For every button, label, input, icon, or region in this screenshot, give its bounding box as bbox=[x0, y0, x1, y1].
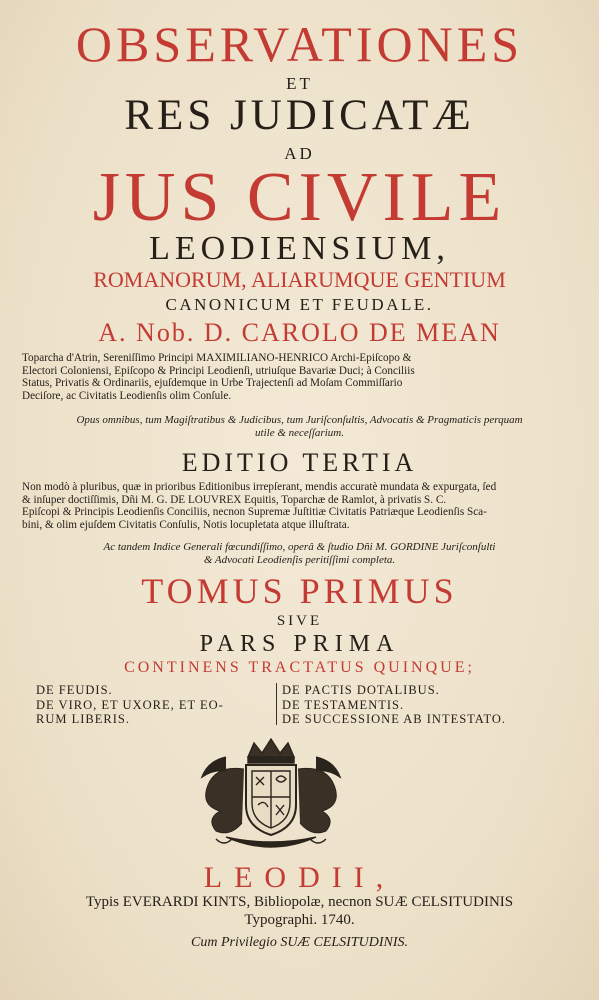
index-line-2: & Advocati Leodienſis peritiſſimi completa. bbox=[203, 554, 396, 566]
edition-line: & inſuper doctiſſimis, Dñi M. G. DE LOUVREX Equitis, Toparchæ de Ramlot, à privatis S. C. bbox=[22, 493, 447, 506]
imprint-privilege: Cum Privilegio SUÆ CELSITUDINIS. bbox=[191, 935, 408, 950]
author-titles-line: Status, Privatis & Ordinariis, ejuſdemque in Urbe Trajectenſi ad Moſam Commiſſario bbox=[22, 377, 403, 390]
tomus-primus: TOMUS PRIMUS bbox=[141, 571, 458, 611]
editio-tertia: EDITIO TERTIA bbox=[181, 448, 418, 477]
tractatus-item: DE SUCCESSIONE AB INTESTATO. bbox=[282, 712, 507, 726]
title-jus-civile: JUS CIVILE bbox=[92, 159, 507, 236]
tractatus-item: DE PACTIS DOTALIBUS. bbox=[282, 683, 440, 697]
tractatus-left-column bbox=[36, 683, 224, 727]
sive: SIVE bbox=[276, 613, 323, 629]
tractatus-item: DE TESTAMENTIS. bbox=[282, 697, 405, 712]
author-titles-line: Deciſore, ac Civitatis Leodienſis olim Conſule. bbox=[22, 389, 232, 402]
imprint-printer-2: Typographi. 1740. bbox=[244, 912, 355, 928]
tractatus-item: DE FEUDIS. bbox=[36, 683, 113, 697]
author-titles bbox=[22, 352, 582, 402]
author-titles-line: Toparcha d'Atrin, Sereniſſimo Principi MAXIMILIANO-HENRICO Archi-Epiſcopo & bbox=[22, 352, 412, 364]
title-leodiensium: LEODIENSIUM, bbox=[149, 230, 450, 267]
opus-line-1: Opus omnibus, tum Magiſtratibus & Judicibus, tum Juriſconſultis, Advocatis & Pragmaticis perquam bbox=[76, 414, 523, 426]
author-name: A. Nob. D. CAROLO DE MEAN bbox=[98, 318, 501, 347]
title-romanorum: ROMANORUM, ALIARUMQUE GENTIUM bbox=[93, 267, 506, 292]
author-titles-line: Electori Coloniensi, Epiſcopo & Principi Leodienſi, utriuſque Bavariæ Duci; à Conciliis bbox=[22, 364, 415, 377]
edition-paragraph bbox=[22, 481, 582, 531]
title-et: ET bbox=[286, 74, 313, 93]
coat-of-arms-vignette-icon bbox=[186, 735, 356, 855]
tractatus-item: DE VIRO, ET UXORE, ET EO- bbox=[36, 697, 224, 712]
tractatus-item: RUM LIBERIS. bbox=[36, 712, 130, 726]
edition-line: Non modò à pluribus, quæ in prioribus Editionibus irrepſerant, mendis accuratè mundata & expurgata, ſed bbox=[22, 481, 497, 493]
tractatus-right-column bbox=[282, 683, 506, 727]
imprint-city: LEODII, bbox=[203, 861, 396, 894]
index-line-1: Ac tandem Indice Generali fœcundiſſimo, operâ & ſtudio Dñi M. GORDINE Juriſconſulti bbox=[103, 541, 496, 553]
title-res-judicatae: RES JUDICATÆ bbox=[124, 92, 475, 139]
title-ad: AD bbox=[284, 144, 315, 163]
edition-line: bini, & olim ejuſdem Civitatis Conſulis, Notis locupletata atque illuſtrata. bbox=[22, 518, 350, 531]
title-canonicum: CANONICUM ET FEUDALE. bbox=[165, 295, 434, 314]
continens: CONTINENS TRACTATUS QUINQUE; bbox=[124, 659, 475, 676]
imprint-printer-1: Typis EVERARDI KINTS, Bibliopolæ, necnon SUÆ CELSITUDINIS bbox=[85, 894, 514, 910]
title-observationes: OBSERVATIONES bbox=[75, 16, 524, 72]
opus-line-2: utile & neceſſarium. bbox=[255, 427, 344, 439]
edition-line: Epiſcopi & Principis Leodienſis Conciliis, necnon Supremæ Juſtitiæ Civitatis Patriæque Leodienſis Sca- bbox=[22, 506, 487, 519]
pars-prima: PARS PRIMA bbox=[199, 631, 400, 657]
column-divider bbox=[276, 683, 277, 725]
